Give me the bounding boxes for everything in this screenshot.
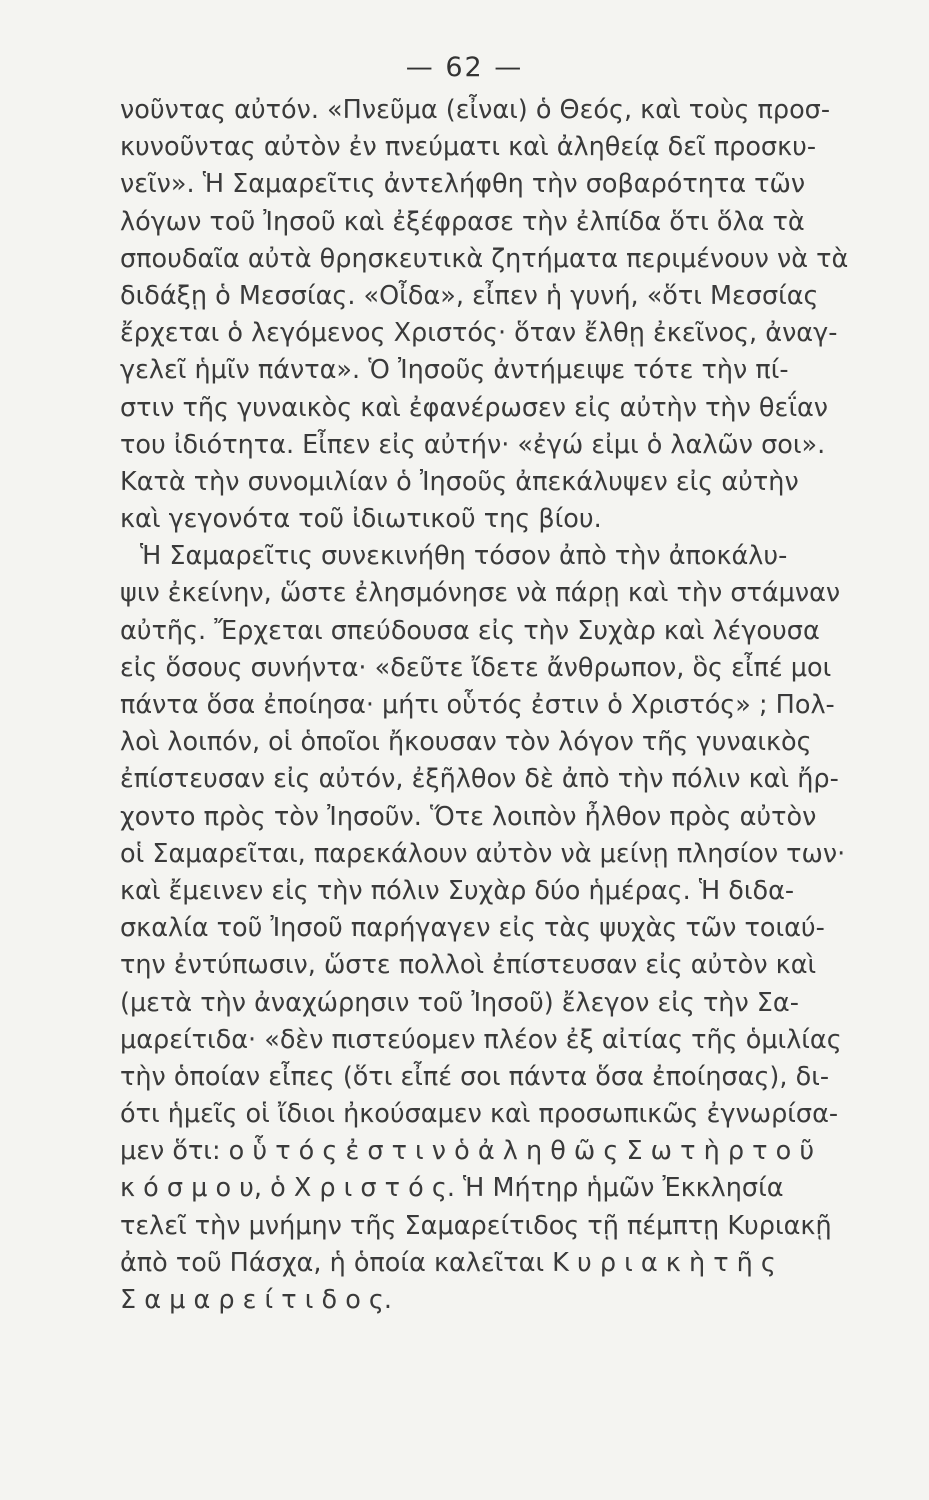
text-line: οἱ Σαμαρεῖται, παρεκάλουν αὐτὸν νὰ μείνῃ πλησίον των· bbox=[120, 838, 846, 869]
text-line: ἔρχεται ὁ λεγόμενος Χριστός· ὅταν ἔλθῃ ἐκεῖνος, ἀναγ- bbox=[120, 318, 838, 349]
text-line: την ἐντύπωσιν, ὥστε πολλοὶ ἐπίστευσαν εἰς αὐτὸν καὶ bbox=[120, 950, 817, 981]
text-line: ἀπὸ τοῦ Πάσχα, ἡ ὁποία καλεῖται Κ υ ρ ι α κ ὴ τ ῆ ς bbox=[120, 1247, 776, 1278]
body-text bbox=[120, 92, 910, 1319]
text-line: καὶ γεγονότα τοῦ ἰδιωτικοῦ της βίου. bbox=[120, 504, 602, 535]
text-line: χοντο πρὸς τὸν Ἰησοῦν. Ὅτε λοιπὸν ἦλθον πρὸς αὐτὸν bbox=[120, 801, 817, 832]
text-line: ότι ἡμεῖς οἱ ἴδιοι ἠκούσαμεν καὶ προσωπικῶς ἐγνωρίσα- bbox=[120, 1099, 839, 1130]
text-line: νεῖν». Ἡ Σαμαρεῖτις ἀντελήφθη τὴν σοβαρότητα τῶν bbox=[120, 169, 806, 200]
text-line: λοὶ λοιπόν, οἱ ὁποῖοι ἤκουσαν τὸν λόγον τῆς γυναικὸς bbox=[120, 727, 812, 758]
text-line: τὴν ὁποίαν εἶπες (ὅτι εἶπέ σοι πάντα ὅσα ἐποίησας), δι- bbox=[120, 1061, 830, 1092]
text-line: πάντα ὅσα ἐποίησα· μήτι οὗτός ἐστιν ὁ Χριστός» ; Πολ- bbox=[120, 690, 835, 720]
text-line: λόγων τοῦ Ἰησοῦ καὶ ἐξέφρασε τὴν ἐλπίδα ὅτι ὅλα τὰ bbox=[120, 206, 805, 237]
text-line: καὶ ἔμεινεν εἰς τὴν πόλιν Συχὰρ δύο ἡμέρας. Ἡ διδα- bbox=[120, 875, 795, 906]
text-line: (μετὰ τὴν ἀναχώρησιν τοῦ Ἰησοῦ) ἔλεγον εἰς τὴν Σα- bbox=[120, 987, 799, 1018]
text-line: τελεῖ τὴν μνήμην τῆς Σαμαρείτιδος τῇ πέμπτῃ Κυριακῇ bbox=[120, 1210, 832, 1241]
text-line: γελεῖ ἡμῖν πάντα». Ὁ Ἰησοῦς ἀντήμειψε τότε τὴν πί- bbox=[120, 355, 789, 386]
text-line: του ἰδιότητα. Εἶπεν εἰς αὐτήν· «ἐγώ εἰμι ὁ λαλῶν σοι». bbox=[120, 429, 826, 460]
text-line: αὐτῆς. Ἔρχεται σπεύδουσα εἰς τὴν Συχὰρ καὶ λέγουσα bbox=[120, 615, 820, 646]
paragraph-start-line: Ἡ Σαμαρεῖτις συνεκινήθη τόσον ἀπὸ τὴν ἀποκάλυ- bbox=[140, 541, 788, 572]
text-line: ἐπίστευσαν εἰς αὐτόν, ἐξῆλθον δὲ ἀπὸ τὴν πόλιν καὶ ἤρ- bbox=[120, 764, 839, 795]
text-line: Κατὰ τὴν συνομιλίαν ὁ Ἰησοῦς ἀπεκάλυψεν εἰς αὐτὴν bbox=[120, 466, 799, 497]
text-line: ψιν ἐκείνην, ὥστε ἐλησμόνησε νὰ πάρῃ καὶ τὴν στάμναν bbox=[120, 578, 841, 609]
text-line: σπουδαῖα αὐτὰ θρησκευτικὰ ζητήματα περιμένουν νὰ τὰ bbox=[120, 243, 849, 274]
text-line: κυνοῦντας αὐτὸν ἐν πνεύματι καὶ ἀληθείᾳ δεῖ προσκυ- bbox=[120, 132, 817, 163]
text-line: σκαλία τοῦ Ἰησοῦ παρήγαγεν εἰς τὰς ψυχὰς τῶν τοιαύ- bbox=[120, 913, 825, 944]
text-line: διδάξῃ ὁ Μεσσίας. «Οἶδα», εἶπεν ἡ γυνή, «ὅτι Μεσσίας bbox=[120, 280, 819, 311]
text-line: στιν τῆς γυναικὸς καὶ ἐφανέρωσεν εἰς αὐτὴν τὴν θεΐαν bbox=[120, 392, 828, 423]
page-number: — 62 — bbox=[405, 52, 524, 83]
text-line: νοῦντας αὐτόν. «Πνεῦμα (εἶναι) ὁ Θεός, καὶ τοὺς προσ- bbox=[120, 95, 831, 125]
text-line: μεν ὅτι: ο ὗ τ ό ς ἐ σ τ ι ν ὁ ἀ λ η θ ῶ ς Σ ω τ ὴ ρ τ ο ῦ bbox=[120, 1136, 815, 1167]
text-line: κ ό σ μ ο υ, ὁ Χ ρ ι σ τ ό ς. Ἡ Μήτηρ ἡμῶν Ἐκκλησία bbox=[120, 1173, 784, 1204]
text-line: εἰς ὅσους συνήντα· «δεῦτε ἴδετε ἄνθρωπον, ὃς εἶπέ μοι bbox=[120, 652, 832, 683]
text-line: Σ α μ α ρ ε ί τ ι δ ο ς. bbox=[120, 1285, 392, 1315]
text-line: μαρείτιδα· «δὲν πιστεύομεν πλέον ἐξ αἰτίας τῆς ὁμιλίας bbox=[120, 1024, 842, 1055]
